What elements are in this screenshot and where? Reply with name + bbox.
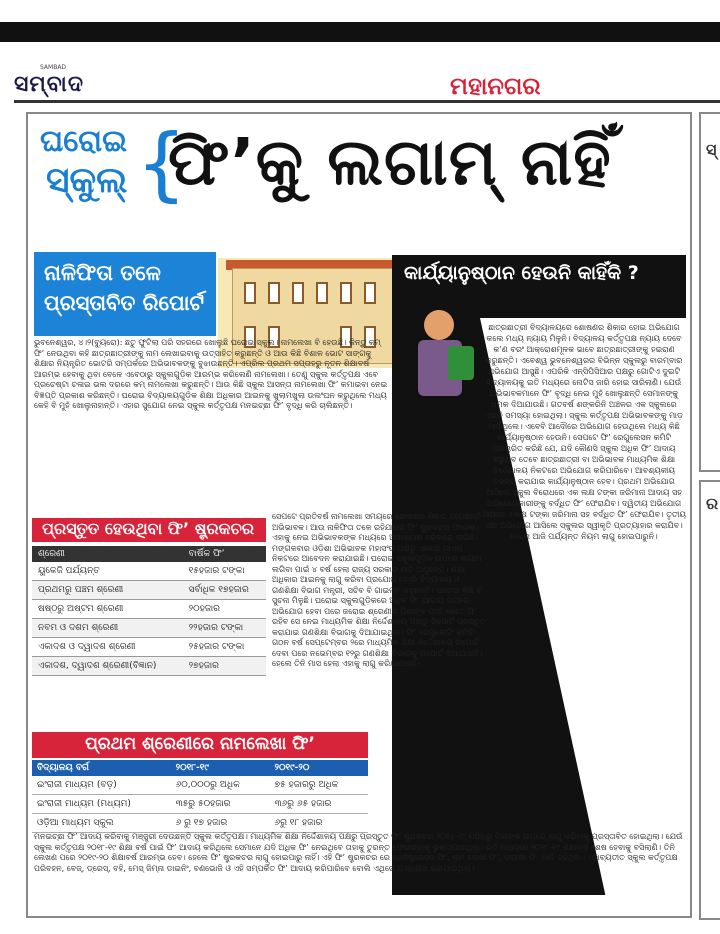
table-cell: ୬୦,୦୦୦ରୁ ଅଧିକ [171,776,270,795]
table-cell: ଏକାଦଶ ଓ ଦ୍ୱାଦଶ ଶ୍ରେଣୀ [32,638,183,657]
school-window [244,282,256,304]
students-illustration [414,310,478,420]
masthead-tagline: SAMBAD [40,64,67,71]
body-column-mid: ସେପଟେ ପ୍ରତିବର୍ଷ ନାମଲେଖା ସମୟରେ ଶୋଷଣର ଶିକାର ହେଉଛନ୍ତି ଅଭିଭାବକ। ଆଉ ନାଳିଫିତା ତଳେ ରହିଯାଉଛି ଫି’ ଷ୍ଟ୍ରକଚର ଫାଇଲ। ଏହାକୁ ନେଇ ଅଭିଭାବକଙ୍କ ମଧ୍ୟରେ ଅସନ୍ତୋଷ ବଢ଼ିବାରେ ଲାଗିଛି। ମଙ୍ଗଳବାର ଓଡ଼ିଶା ଅଭିଭାବକ ମହାସଂଘ ପକ୍ଷରୁ ଏନେଇ ଡ଼ୀଏଲା ନିକଟରେ ଆବେଦନ କରାଯାଇଛି। ଘରୋଇ ସ୍କୁଲଗୁଡ଼ିକ ଉପରେ ଲଗାମ ଲଗିବା ପାଇଁ ୪ ବର୍ଷ ହେଲା ରାଜ୍ୟ ସରକାର ନୀତି ଅଣୁଛନ୍ତି। ଶିକ୍ଷା ଅଧିକାର ଆଇନକୁ ଲାଗୁ କରିବା ପ୍ରଯୋଗ ବୋଲି ବିଦ୍ୟାଳୟ ଓ ଗଣଶିକ୍ଷା ବିଭାଗ ମନ୍ତ୍ରୀ, ସଚିବ ବି ଗାଇମ୍ବ କହୁଛନ୍ତି। ଘରୋଇ ଲିଛି ବି ସୁଚନା ମିଳୁଛି। ଘରୋଇ ସ୍କୁଲଗୁଡ଼ିକରେ ଅଧିକ ଫି’ ଆଦାୟ ଉପରେ ଅଭିଯୋଗ ହେବା ପରେ ଜରୋଇ ଶ୍ରେଣୀର ପିଲାଙ୍କ ପାଇଁ କେତେ ଫି’ ରହିବ ସେ ନେଇ ମାଧ୍ୟମିକ ଶିକ୍ଷା ନିର୍ଦ୍ଦେଶାଳୟ ପକ୍ଷରୁ ରିପୋର୍ଟ ପ୍ରସ୍ତୁତ କରାଯାଇ ଗଣଶିକ୍ଷା ବିଭାଗକୁ ଦିଆଯାଇଥିଲା। ଫି’ ରେଗୁଲେଟିଂ କମିଟି ଗଠନ ବର୍ଷ ସେପ୍ଟେମ୍ବର ୨ରେ ମାଧ୍ୟମିକ ଶିକ୍ଷା ନିର୍ଦ୍ଦେଶାଳୟ ରିପୋର୍ଟ ଦେବା ପରେ ନଭେମ୍ବର ୧୨ରୁ ଗଣଶିକ୍ଷା ବିଭାଗକୁ ରିପୋର୍ଟ ଦିଆଯାଇଛି। ହେଲେ ତିନି ମାସ ହେଲା ଏହାକୁ ଲାଗୁ କରିଯାଉନାହିଁ। [272,512,486,668]
school-window [316,282,328,304]
col-year-2019: ୨୦୧୯-୨୦ [269,760,368,776]
section-title: ମହାନଗର [450,72,541,100]
table-cell: ଇଂରାଜୀ ମାଧ୍ୟମ (ମଧ୍ୟମ) [32,795,171,814]
table-row [32,814,368,833]
table-row [32,795,368,814]
table-cell: ୩୫ରୁ ୫୦ହଜାର [171,795,270,814]
table-row [32,562,266,581]
fee-table-title: ପ୍ରସ୍ତୁତ ହେଉଥିବା ଫି’ ଷ୍ଟ୍ରକଚର [32,518,266,542]
subhead-box: ନାଳିଫିତା ତଳେ ପ୍ରସ୍ତାବିତ ରିପୋର୍ଟ [34,252,216,336]
header-rule [14,100,720,103]
student-head [424,310,454,340]
first-class-fee-table [32,760,368,833]
top-bar [0,22,720,42]
table-cell: ଓଡ଼ିଆ ମାଧ୍ୟମ ସ୍କୁଲ [32,814,171,833]
school-window [364,282,376,304]
table-row [32,657,266,676]
table-row [32,619,266,638]
fee-table [32,546,266,676]
col-year-2018: ୨୦୧୮-୧୯ [171,760,270,776]
body-column-left: ଭୁବନେଶ୍ୱର, ୪।୨(ବ୍ୟୁରୋ): ଛତୁ ଫୁଟିଲା ପରି ସହରରେ ଖୋଲୁଛି ଘରୋଇ ସ୍କୁଲ। ନାମଲେଖା ବି ହେଉଛି। କିନ୍ତୁ କମ୍ ଫି’ ନେଉଥିବା କହି ଛାତ୍ରଛାତ୍ରୀଙ୍କୁ ନାମ ଲେଖାଇବାକୁ ଉତ୍ସାହିତ କରୁଛନ୍ତି ଓ ଆଉ କିଛି ବିଶାଳ ଭୋଟ ସାଙ୍ଗକୁ ଶିକ୍ଷାର ନିୟନ୍ତ୍ରିତ ଭୋଟରି ସମ୍ପର୍କରେ ଅଭିଭାବକଙ୍କୁ ବୁଝାଉଛନ୍ତି। ଏପ୍ରିଲ ପ୍ରଥମ ସପ୍ତାହରୁ ନୂତନ ଶିକ୍ଷାବର୍ଷ ଆରମ୍ଭ ହେବାକୁ ଥିବା ବେଳେ ଏବେଠାରୁ ସ୍କୁଲଗୁଡ଼ିକ ଆରମ୍ଭ କରିଲେଣି ନାମଲେଖା। ତେଣୁ ସ୍କୁଲ କର୍ତ୍ତୃପକ୍ଷ ଏବେ ପ୍ରଚେଷ୍ଟା ଚଳାଇ ଭଲ ଦରରେ କମ୍ ନାମଲେଖା କରୁଛନ୍ତି। ଆଉ କିଛି ସ୍କୁଲ ଆସନ୍ତା ନାମଲେଖା ଫି’ କମାଇବା ନେଇ ବିଜ୍ଞପ୍ତି ପ୍ରକାଶ କରିଛନ୍ତି। ଘରୋଇ ବିଦ୍ୟାଳୟଗୁଡ଼ିକ ଶିକ୍ଷା ଅଧିକାର ଆଇନକୁ ଖୁଲାମଖୁଲା ଉଲଂଘନ କରୁଥିଲେ ମଧ୍ୟ କେହି ବି ମୁହଁ ଖୋଲୁନାହାନ୍ତି। ଏହାର ସୁଯୋଗ ନେଇ ସ୍କୁଲ କର୍ତ୍ତୃପକ୍ଷ ମନଇଚ୍ଛା ଫି’ ବୃଦ୍ଧି କରି ଚାଲିଛନ୍ତି। [34,338,388,410]
headline: ଫି’କୁ ଲଗାମ୍ ନାହିଁ [168,126,612,200]
table-row [32,581,266,600]
adjacent-headline-glyph: ସ୍ [706,140,717,159]
table-cell: ଏକାଦଶ, ଦ୍ୱାଦଶ ଶ୍ରେଣୀ(ବିଜ୍ଞାନ) [32,657,183,676]
table-cell: ୩୬ରୁ ୬୫ ହଜାର [269,795,368,814]
table-cell: ଇଂରାଜୀ ମାଧ୍ୟମ (ବଡ଼) [32,776,171,795]
table-cell: ୨୨ହଜାର ଟଙ୍କା [183,619,266,638]
table-cell: ୧୫ହଜାର ଟଙ୍କା [183,562,266,581]
table-cell: ୬ ରୁ ୧୭ ହଜାର [171,814,270,833]
table-row [32,600,266,619]
table-cell: ୨୫ହଜାର ଟଙ୍କା [183,638,266,657]
col-school-category: ବିଦ୍ୟାଳୟ ବର୍ଗ [32,760,171,776]
adjacent-headline-glyph-2: ର [706,494,719,513]
table-cell: ୨୦ହଜାର [183,600,266,619]
adjacent-article-bottom [699,480,720,920]
first-class-fee-title: ପ୍ରଥମ ଶ୍ରେଣୀରେ ନାମଲେଖା ଫି’ [32,732,368,758]
table-cell: ଷଷ୍ଠରୁ ଅଷ୍ଟମ ଶ୍ରେଣୀ [32,600,183,619]
school-window [340,282,352,304]
body-column-right: ଛାତ୍ରଛାତ୍ରୀ ବିଦ୍ୟାଳୟରେ ଶୋଷଣର ଶିକାର ହୋଇ ଅଭିଯୋଗ କଲେ ମଧ୍ୟ ନ୍ୟାୟ ମିଳୁନି। ବିଦ୍ୟାଳୟ କର୍ତ୍ତୃପକ୍ଷ ନ୍ୟାୟ ଦେବେ କ’ଣ ବରଂ ଆକ୍ରୋଶମୂଳକ ଭାବେ ଛାତ୍ରଛାତ୍ରୀଙ୍କୁ ହଇରାଣ କରୁଛନ୍ତି। ଏବେଶ୍ୱ ଭୁବନେଶ୍ୱରର ବିଭିନ୍ନ ସ୍କୁଲରୁ ବାରମ୍ବାର ଅଭିଯୋଗ ଆସୁଛି। ଏପରିକି ଏନ୍‌ସିପିସିଆର ପକ୍ଷରୁ ଗୋଟିଏ ଦୁଇଟି ବିଦ୍ୟାଳୟକୁ ଇତି ମଧ୍ୟରେ ନୋଟିସ ଜାରି ହୋଇ ସାରିଲାଣି। ଯେଉଁ ଅଭିଭାବକମାନେ ଫି’ ବୃଦ୍ଧି ନେଇ ମୁହଁ ଖୋଲୁଛନ୍ତି ସେମାନଙ୍କୁ ଧମକ ଦିଆଯାଉଛି। ଗତବର୍ଷ ଶଙ୍କରିନି ଅଞ୍ଚଳର ଏକ ସ୍କୁଲରେ ଏଭଳି ସମସ୍ୟା ହୋଇଥିଲା। ସ୍କୁଲ କର୍ତ୍ତୃପକ୍ଷ ଅଭିଭାବକଙ୍କୁ ମାଡ଼ ମାରିଥିଲେ। ଏବେବି ଆଦୌରେ ଅଭିଯୋଗ ହେଉଥିଲେ ମଧ୍ୟ କିଛି କାର୍ଯ୍ୟାନୁଷ୍ଠାନ ହେଉନି। ସେପଟେ ଫି’ ରେଗୁଲେସନ କମିଟି ପ୍ରଚାରିତ କରିଛି ଯେ, ଯଦି କୌଣସି ସ୍କୁଲ ଅଧିକ ଫି’ ଆଦାୟ କରୁଥିବ ତେବେ ଛାତ୍ରଛାତ୍ରୀ ବା ଅଭିଭାବକ ମାଧ୍ୟମିକ ଶିକ୍ଷା ନିର୍ଦ୍ଦେଶାଳୟ ନିକଟରେ ଅଭିଯୋଗ କରିପାରିବେ। ଆବଶ୍ୟକୀୟ ତଦନ୍ତ କରାଯାଇ କାର୍ଯ୍ୟାନୁଷ୍ଠାନ ହେବ। ପ୍ରଥମ ଅଭିଯୋଗ ଆସିଲେ ସ୍କୁଲ ବିରୋଧରେ ଏକ ଲକ୍ଷ ଟଙ୍କା ଜରିମାନା ଆଦାୟ ସହ ଅଭିଯୋଗକାରୀଙ୍କୁ ବର୍ଦ୍ଧିତ ଫି’ ଫେରାଯିବ। ଦ୍ୱିତୀୟ ଅଭିଯୋଗ ଆସିଲେ ୫ଲକ୍ଷ ଟଙ୍କା ଜରିମାନା ସହ ବର୍ଦ୍ଧିତ ଫି’ ଫେରାଯିବ। ତୃତୀୟ ଥର ଅଭିଯୋଗ ଆସିଲେ ସ୍କୁଲର ସ୍ୱୀକୃତି ପ୍ରତ୍ୟାହାର କରାଯିବ। ହେଲେ ଆଜି ପର୍ଯ୍ୟନ୍ତ ନିୟମ ଲାଗୁ ହୋଇପାରୁନି। [482,323,686,541]
school-window [292,282,304,304]
kicker-line-2: ସ୍କୁଲ୍ [46,160,128,201]
bracket-decoration: { [136,117,187,210]
table-cell: ୭୫ ହଜାରରୁ ଅଧିକ [269,776,368,795]
table-cell: ନବମ ଓ ଦଶମ ଶ୍ରେଣୀ [32,619,183,638]
masthead-logo: ସମ୍ବାଦ [14,72,84,97]
table-cell: ୬ରୁ ୧୮ ହଜାର [269,814,368,833]
table-cell: ୟୁକେଜି ପର୍ଯ୍ୟନ୍ତ [32,562,183,581]
school-bag [448,346,474,380]
table-row [32,776,368,795]
table-cell: ପ୍ରଥମରୁ ପଞ୍ଚମ ଶ୍ରେଣୀ [32,581,183,600]
school-window [268,282,280,304]
panel-title: କାର୍ଯ୍ୟାନୁଷ୍ଠାନ ହେଉନି କାହିଁକି ? [404,262,639,284]
adjacent-article-top [699,112,720,472]
kicker-line-1: ଘରୋଇ [40,124,128,159]
table-cell: ୨୭ହଜାର [183,657,266,676]
fee-col-annual: ବାର୍ଷିକ ଫି’ [183,546,266,562]
table-cell: ସର୍ବାଧିକ ୧୭ହଜାର [183,581,266,600]
body-bottom: ମନଇଚ୍ଛା ଫି’ ଆଦାୟ କରିବାକୁ ମଞ୍ଜୁରୀ ଦେଉଛନ୍ତି ସ୍କୁଲ କର୍ତ୍ତୃପକ୍ଷ। ମାଧ୍ୟମିକ ଶିକ୍ଷା ନିର୍ଦ୍ଦେଶାଳୟ ପକ୍ଷରୁ ପ୍ରସ୍ତୁତ ଫି’ ଷ୍ଟ୍ରକଚର ୨୦୧୭-୧୮ ମସିହାରୁ ପିଲାଙ୍କ ଉପରେ ଲାଗୁ କରିବାକୁ ପ୍ରସ୍ତାବିତ ହୋଇଥିଲା। ଯେଉଁ ସ୍କୁଲ କର୍ତ୍ତୃପକ୍ଷ ୨୦୧୮-୧୯ ଶିକ୍ଷା ବର୍ଷ ପାଇଁ ଫି’ ଆଦାୟ କରିଥିଲେ ସେମାନେ ଯଦି ଅଧିକ ଫି’ ନେଇଥିବେ ତାହାକୁ ତୁରନ୍ତ ଫେରାଇବାକୁ ଭୁକ୍ତାଯାଇଥିଲା। ଇତି ମଧ୍ୟରେ ୨୦୧୮-୧୯ ଶିକ୍ଷାବର୍ଷ ଶେଷ ହେବାକୁ ବସିଲାଣି। ତିନି ଲେଖଣ ପରେ ୨୦୧୯-୨୦ ଶିକ୍ଷାବର୍ଷ ଆରମ୍ଭ ହେବ। ହେଲେ ଫି’ ଷ୍ଟ୍ରକଚର ଲାଗୁ ହୋଇପାରୁ ନାହିଁ। ଏହି ଫି’ ଷ୍ଟ୍ରକଚର ରେ ରେଜିଷ୍ଟ୍ରେସନ ଫି’, ନାମ ଲେଖା ଫି’, ପରୀକ୍ଷା ଫି’ ଆଦି ରହିଥିବା। ଏହାବ୍ୟତୀତ ସ୍କୁଲ କର୍ତ୍ତୃପକ୍ଷ ପରିବହନ, ବେଜ୍, ଡ୍ରେସ୍, ବହି, ମେସ୍ ଜିମ୍ନା ଡାଇନିଂ, ବଣଭୋଜି ଓ ଏହି ସମ୍ପର୍କିତ ଫି’ ଆଦାୟ କରିପାରିବେ ବୋଲି ଏଥିରେ ଉଲ୍ଲେଖ କରାଯାଇଥିଲା। [34,832,683,873]
table-row [32,638,266,657]
fee-col-class: ଶ୍ରେଣୀ [32,546,183,562]
